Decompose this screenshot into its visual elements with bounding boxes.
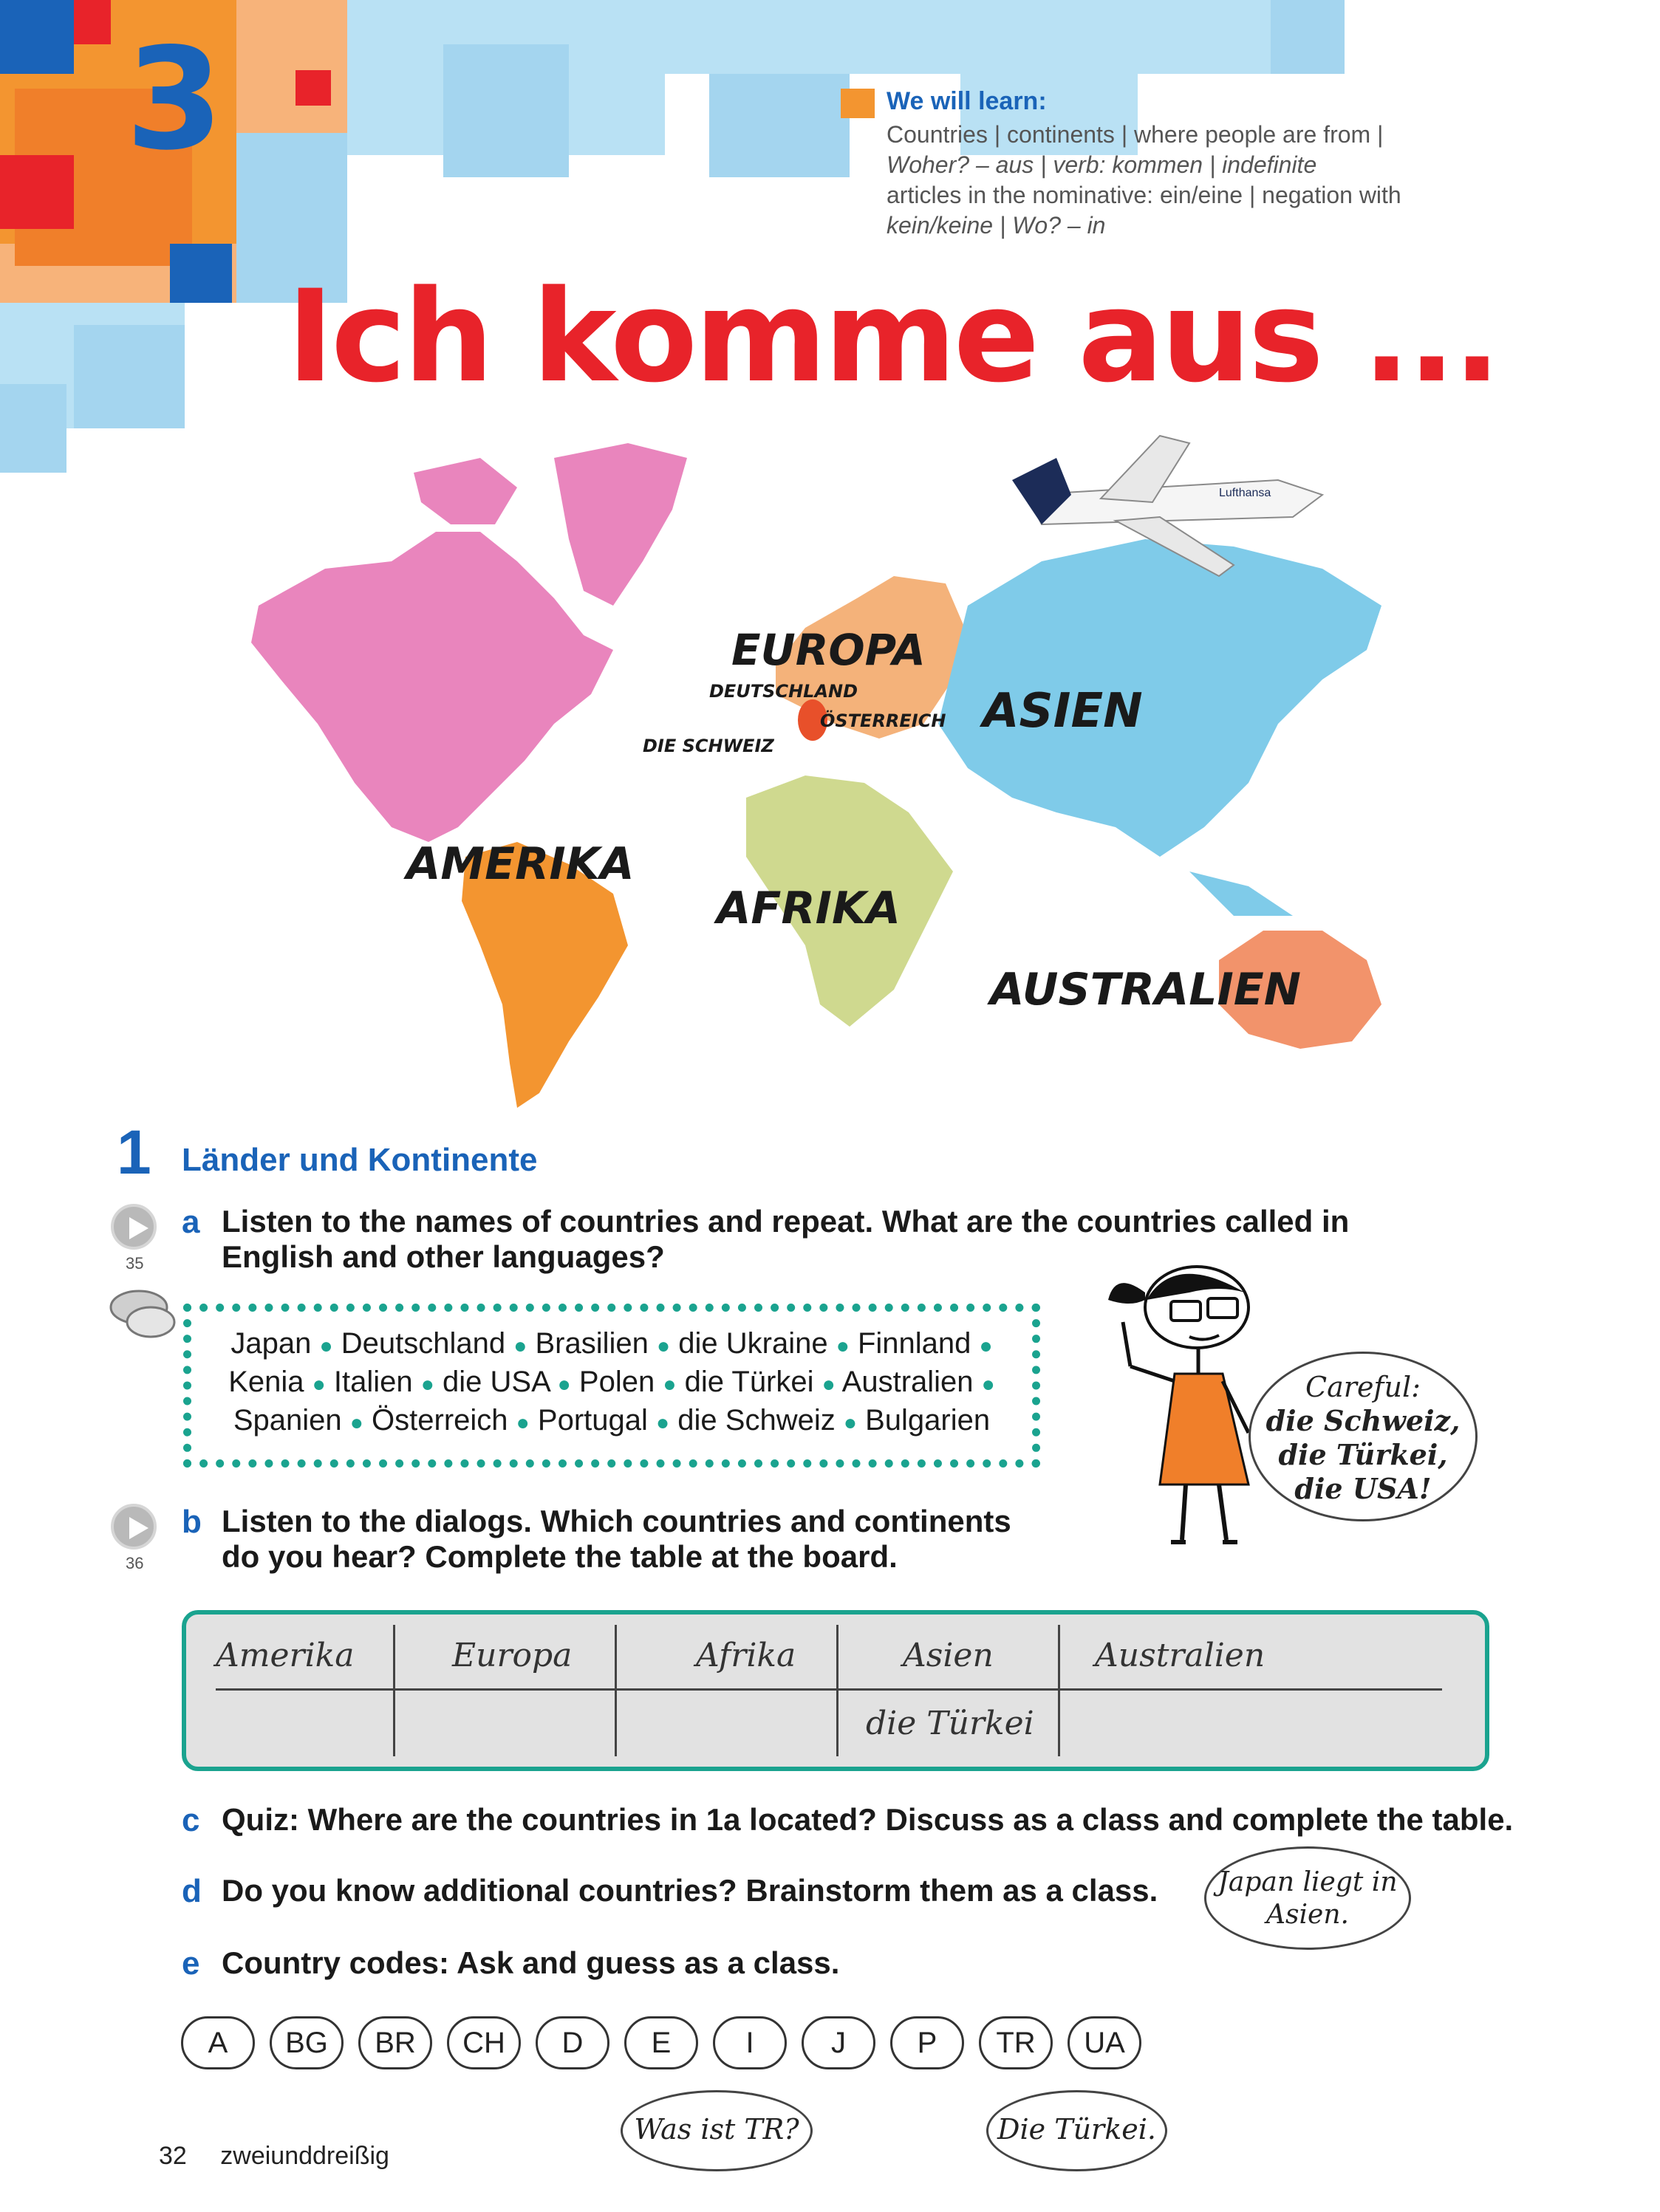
country-code-pill: A <box>181 2016 255 2069</box>
table-header: Amerika <box>216 1637 355 1674</box>
track-number: 36 <box>126 1554 144 1572</box>
exercise-c-instruction: Quiz: Where are the countries in 1a located? Discuss as a class and complete the table. <box>222 1802 1514 1837</box>
instruction-line: do you hear? Complete the table at the board. <box>222 1539 898 1574</box>
world-map <box>170 414 1500 1123</box>
label-amerika: AMERIKA <box>406 838 635 890</box>
page-number-word: zweiunddreißig <box>220 2142 389 2170</box>
section-title: Länder und Kontinente <box>182 1142 538 1178</box>
country-word: Brasilien <box>535 1327 649 1360</box>
chapter-number: 3 <box>126 18 224 181</box>
continent-greenland <box>554 443 687 606</box>
country-code-pill: J <box>802 2016 875 2069</box>
airplane-logo-text: Lufthansa <box>1219 487 1271 499</box>
country-code-pill: P <box>890 2016 964 2069</box>
country-word: Australien <box>841 1366 974 1398</box>
country-word: Österreich <box>372 1404 508 1437</box>
country-word: Japan <box>230 1327 312 1360</box>
table-divider <box>1058 1625 1060 1756</box>
learn-text <box>887 120 1463 241</box>
page-number: 32 <box>159 2142 187 2170</box>
audio-play-button-36[interactable] <box>111 1504 157 1550</box>
label-deutschland: DEUTSCHLAND <box>709 681 858 702</box>
label-asien: ASIEN <box>983 684 1143 739</box>
page-title: Ich komme aus ... <box>287 262 1498 411</box>
table-header: Asien <box>903 1637 994 1674</box>
country-word-list <box>183 1326 1040 1441</box>
bubble-line: Asien. <box>1266 1900 1349 1930</box>
japan-speech-bubble <box>1204 1846 1411 1950</box>
learn-line: Woher? – aus | verb: kommen | indefinite <box>887 151 1317 178</box>
exercise-b-instruction <box>222 1504 1011 1575</box>
learn-line: kein/keine | Wo? – in <box>887 212 1106 239</box>
exercise-letter-c: c <box>182 1802 200 1838</box>
table-header: Australien <box>1095 1637 1266 1674</box>
label-afrika: AFRIKA <box>717 883 901 934</box>
country-row: Japan ● Deutschland ● Brasilien ● die Ukraine ● Finnland ● <box>230 1327 993 1360</box>
continent-north-america <box>251 532 613 842</box>
careful-speech-bubble <box>1249 1352 1478 1521</box>
country-word: die Schweiz <box>677 1404 836 1437</box>
country-word: Polen <box>578 1366 655 1398</box>
learn-marker <box>841 89 875 118</box>
learn-line: articles in the nominative: ein/eine | negation with <box>887 182 1401 208</box>
country-word: Finnland <box>857 1327 971 1360</box>
label-europa: EUROPA <box>731 625 926 675</box>
country-word: die Ukraine <box>678 1327 828 1360</box>
country-word: die Türkei <box>684 1366 814 1398</box>
table-divider <box>615 1625 617 1756</box>
country-code-pill: I <box>713 2016 787 2069</box>
table-divider <box>393 1625 395 1756</box>
country-code-pill: BR <box>358 2016 432 2069</box>
table-divider <box>836 1625 838 1756</box>
country-row: Spanien ● Österreich ● Portugal ● die Schweiz ● Bulgarien <box>233 1404 991 1437</box>
learn-line: Countries | continents | where people are from | <box>887 121 1384 148</box>
exercise-letter-e: e <box>182 1945 200 1982</box>
exercise-e-instruction: Country codes: Ask and guess as a class. <box>222 1945 840 1980</box>
instruction-line: Listen to the dialogs. Which countries and continents <box>222 1504 1011 1538</box>
label-oesterreich: ÖSTERREICH <box>820 710 946 731</box>
continent-asia-islands <box>1189 872 1293 916</box>
table-header: Afrika <box>696 1637 796 1674</box>
exercise-letter-d: d <box>182 1873 202 1909</box>
country-code-pill: UA <box>1068 2016 1141 2069</box>
country-code-pill: TR <box>979 2016 1053 2069</box>
country-word: Italien <box>333 1366 413 1398</box>
bubble-line: die USA! <box>1294 1472 1432 1505</box>
country-row: Kenia ● Italien ● die USA ● Polen ● die Türkei ● Australien ● <box>228 1366 995 1398</box>
country-word: Deutschland <box>341 1327 506 1360</box>
board-table <box>182 1610 1489 1771</box>
audio-play-button-35[interactable] <box>111 1204 157 1250</box>
country-code-pill: D <box>536 2016 609 2069</box>
learn-title: We will learn: <box>887 87 1047 115</box>
country-code-pill: CH <box>447 2016 521 2069</box>
country-word: Kenia <box>228 1366 304 1398</box>
country-code-pill: BG <box>270 2016 344 2069</box>
exercise-letter-a: a <box>182 1204 200 1240</box>
exercise-letter-b: b <box>182 1504 202 1540</box>
country-code-pill: E <box>624 2016 698 2069</box>
label-australien: AUSTRALIEN <box>990 964 1301 1016</box>
exercise-d-instruction: Do you know additional countries? Brainstorm them as a class. <box>222 1873 1158 1908</box>
country-word: Bulgarien <box>865 1404 991 1437</box>
bubble-line: die Türkei, <box>1278 1438 1448 1471</box>
instruction-line: English and other languages? <box>222 1239 665 1274</box>
table-header: Europa <box>452 1637 573 1674</box>
country-word: Portugal <box>537 1404 648 1437</box>
section-number: 1 <box>117 1117 151 1187</box>
bubble-line: Careful: <box>1305 1371 1421 1403</box>
track-number: 35 <box>126 1254 144 1273</box>
bubble-line: die Schweiz, <box>1266 1404 1461 1437</box>
instruction-line: Listen to the names of countries and repeat. What are the countries called in <box>222 1204 1350 1239</box>
label-schweiz: DIE SCHWEIZ <box>643 736 774 756</box>
table-rule <box>216 1688 1442 1691</box>
country-word: Spanien <box>233 1404 342 1437</box>
page-footer <box>159 2142 389 2171</box>
country-word: die USA <box>443 1366 550 1398</box>
answer-speech-bubble: Die Türkei. <box>986 2090 1167 2171</box>
speaking-icon <box>103 1285 177 1344</box>
question-speech-bubble: Was ist TR? <box>621 2090 813 2171</box>
table-cell: die Türkei <box>866 1705 1034 1742</box>
bubble-line: Japan liegt in <box>1217 1867 1398 1897</box>
continent-canada-islands <box>414 458 517 524</box>
